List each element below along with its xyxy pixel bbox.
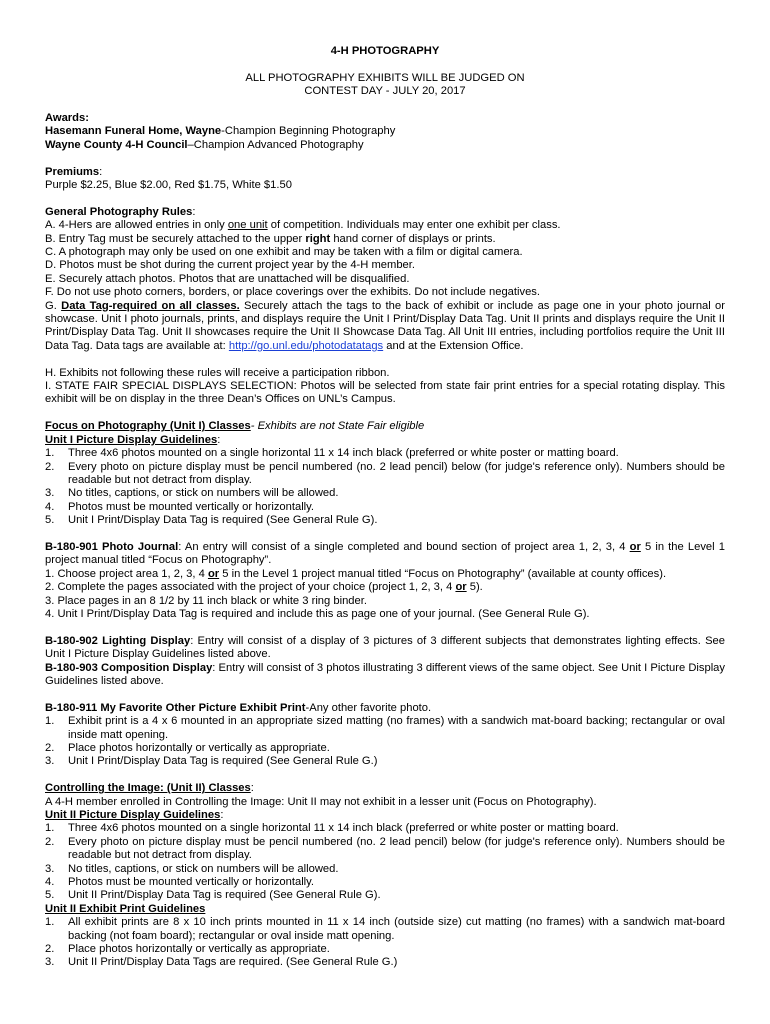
list-item: 4. Photos must be mounted vertically or horizontally.	[45, 500, 315, 513]
rule-b: B. Entry Tag must be securely attached to the upper right hand corner of displays or prints.	[45, 232, 496, 245]
rules-heading: General Photography Rules	[45, 205, 193, 218]
award-sponsor-1: Hasemann Funeral Home, Wayne	[45, 125, 222, 138]
unit2-guidelines-heading: Unit II Picture Display Guidelines	[45, 809, 221, 821]
unit2-guidelines-heading-line: Unit II Picture Display Guidelines:	[45, 809, 224, 821]
list-item: 4. Photos must be mounted vertically or horizontally.	[45, 876, 315, 889]
rule-a: A. 4-Hers are allowed entries in only one unit of competition. Individuals may enter one exhibit per class.	[45, 219, 561, 232]
unit1-heading-line	[45, 420, 725, 433]
unit2-print-list	[45, 916, 725, 970]
list-item: 5. Unit I Print/Display Data Tag is required (See General Rule G).	[45, 514, 378, 527]
class-b-180-901: B-180-901 Photo Journal: An entry will consist of a single completed and bound section of project area 1, 2, 3, 4 or 5 in the Level 1 project manual titled “Focus on Photography”.	[45, 540, 726, 567]
b911-list	[45, 715, 725, 769]
award-sponsor-2: Wayne County 4-H Council	[45, 138, 188, 151]
class-b-180-902: B-180-902 Lighting Display: Entry will consist of a display of 3 pictures of 3 different subjects that demonstrates lighting effects. See Unit I Picture Display Guidelines listed above.	[45, 634, 725, 661]
award-line-1	[45, 125, 725, 138]
list-item: 2. Every photo on picture display must be pencil numbered (no. 2 lead pencil) below (for judge's reference only). Numbers should be readable but not detract from display.	[45, 460, 725, 486]
premiums-heading-line: Premiums:	[45, 165, 103, 178]
judging-notice-line1: ALL PHOTOGRAPHY EXHIBITS WILL BE JUDGED ON	[245, 71, 525, 84]
rules-heading-line: General Photography Rules:	[45, 205, 196, 218]
unit1-guidelines-list	[45, 447, 725, 527]
unit1-guidelines-heading: Unit I Picture Display Guidelines	[45, 433, 218, 446]
unit2-heading: Controlling the Image: (Unit II) Classes	[45, 782, 251, 795]
list-item: 1. All exhibit prints are 8 x 10 inch prints mounted in 11 x 14 inch (outside size) cut matting (no frames) with a sandwich mat-board backing (not foam board); rectangular or oval inside matt opening.	[45, 916, 725, 942]
list-item: 1. Exhibit print is a 4 x 6 mounted in an appropriate sized matting (no frames) with a sandwich mat-board backing; rectangular or oval inside matt opening.	[45, 715, 725, 741]
b901-step-1: 1. Choose project area 1, 2, 3, 4 or 5 in the Level 1 project manual titled “Focus on Photography” (available at county offices).	[45, 567, 667, 580]
photo-data-tags-link[interactable]: http://go.unl.edu/photodatatags	[228, 339, 384, 352]
b901-step-3: 3. Place pages in an 8 1/2 by 11 inch black or white 3 ring binder.	[45, 594, 367, 607]
b901-step-2: 2. Complete the pages associated with the project of your choice (project 1, 2, 3, 4 or 5).	[45, 581, 483, 594]
list-item: 1. Three 4x6 photos mounted on a single horizontal 11 x 14 inch black (preferred or white poster or matting board.	[45, 447, 619, 460]
class-b-180-911: B-180-911 My Favorite Other Picture Exhibit Print-Any other favorite photo.	[45, 701, 432, 714]
list-item: 3. No titles, captions, or stick on numbers will be allowed.	[45, 487, 339, 500]
rule-d: D. Photos must be shot during the current project year by the 4-H member.	[45, 259, 415, 272]
document-page	[45, 45, 725, 970]
rule-i: I. STATE FAIR SPECIAL DISPLAYS SELECTION: Photos will be selected from state fair print entries for a special rotating display. This exhibit will be on display in the three Dean’s Offices on UNL’s Campus.	[45, 380, 725, 406]
rule-g: G. Data Tag-required on all classes. Securely attach the tags to the back of exhibit or include as page one in your photo journal or showcase. Unit I photo journals, prints, and displays require the Unit I Print/Display Data Tag. Unit II prints and displays require the Unit II Print/Display Data Tag. Unit II showcases require the Unit II Showcase Data Tag. All Unit III entries, including portfolios require the Unit III Data Tag. Data tags are available at: http://go.unl.edu/photodatatags and at the Extension Office.	[45, 299, 725, 352]
data-tag-required: Data Tag-required on all classes.	[61, 299, 240, 312]
list-item: 2. Place photos horizontally or vertically as appropriate.	[45, 741, 330, 754]
b901-step-4: 4. Unit I Print/Display Data Tag is required and include this as page one of your journal. (See General Rule G).	[45, 607, 590, 620]
premiums-heading: Premiums	[45, 165, 100, 178]
list-item: 3. No titles, captions, or stick on numbers will be allowed.	[45, 862, 339, 875]
rule-e: E. Securely attach photos. Photos that are unattached will be disqualified.	[45, 272, 410, 285]
rule-c: C. A photograph may only be used on one exhibit and may be taken with a film or digital camera.	[45, 246, 523, 259]
award-name-2: –Champion Advanced Photography	[187, 138, 364, 151]
list-item: 1. Three 4x6 photos mounted on a single horizontal 11 x 14 inch black (preferred or white poster or matting board.	[45, 822, 619, 835]
unit1-heading-note: - Exhibits are not State Fair eligible	[250, 420, 425, 433]
award-line-2	[45, 139, 725, 152]
awards-heading: Awards:	[45, 112, 89, 124]
unit2-intro: A 4-H member enrolled in Controlling the Image: Unit II may not exhibit in a lesser unit (Focus on Photography).	[45, 795, 597, 808]
unit2-heading-line: Controlling the Image: (Unit II) Classes:	[45, 782, 254, 795]
unit2-guidelines-list	[45, 822, 725, 902]
award-name-1: -Champion Beginning Photography	[221, 125, 396, 138]
unit1-heading: Focus on Photography (Unit I) Classes	[45, 420, 251, 433]
unit2-print-guidelines-heading: Unit II Exhibit Print Guidelines	[45, 902, 206, 915]
list-item: 2. Place photos horizontally or vertically as appropriate.	[45, 943, 330, 956]
page-title: 4-H PHOTOGRAPHY	[330, 45, 440, 57]
list-item: 3. Unit II Print/Display Data Tags are required. (See General Rule G.)	[45, 956, 398, 969]
rule-f: F. Do not use photo corners, borders, or place coverings over the exhibits. Do not include negatives.	[45, 286, 541, 299]
list-item: 5. Unit II Print/Display Data Tag is required (See General Rule G).	[45, 889, 381, 902]
list-item: 2. Every photo on picture display must be pencil numbered (no. 2 lead pencil) below (for judge's reference only). Numbers should be readable but not detract from display.	[45, 835, 725, 862]
judging-notice-line2: CONTEST DAY - JULY 20, 2017	[304, 85, 466, 98]
rule-h: H. Exhibits not following these rules will receive a participation ribbon.	[45, 366, 390, 379]
list-item: 3. Unit I Print/Display Data Tag is required (See General Rule G.)	[45, 755, 378, 768]
unit1-guidelines-heading-line: Unit I Picture Display Guidelines:	[45, 433, 221, 446]
class-b-180-903: B-180-903 Composition Display: Entry will consist of 3 photos illustrating 3 different views of the same object. See Unit I Picture Display Guidelines listed above.	[45, 661, 726, 687]
premiums-text: Purple $2.25, Blue $2.00, Red $1.75, White $1.50	[45, 179, 292, 192]
